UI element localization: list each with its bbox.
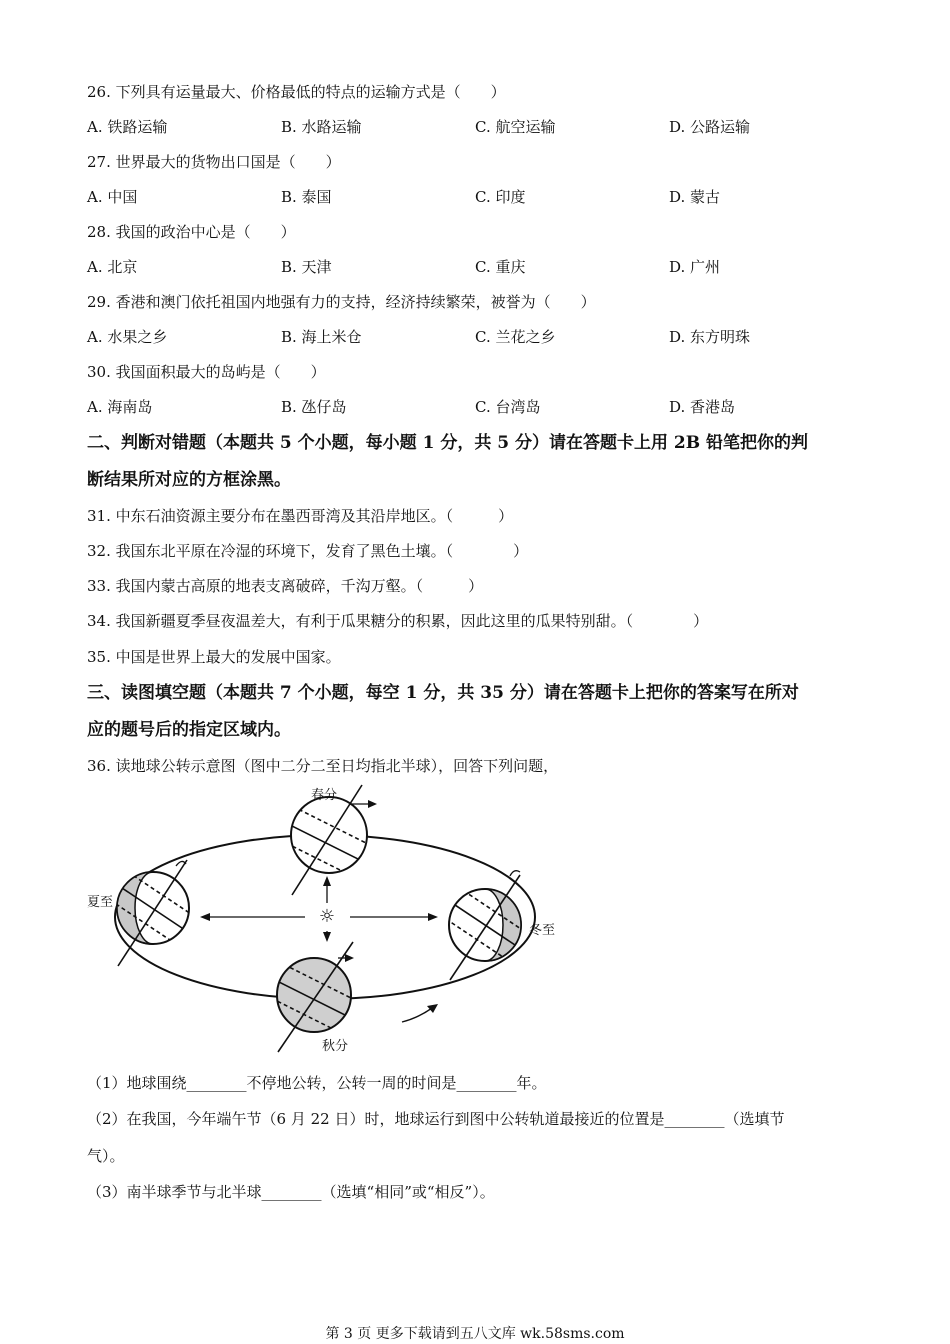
judge-item-31: 31. 中东石油资源主要分布在墨西哥湾及其沿岸地区。（ ） (87, 507, 514, 525)
q27-option-d: D. 蒙古 (669, 188, 721, 206)
q30-option-d: D. 香港岛 (669, 398, 736, 416)
q28-option-c: C. 重庆 (475, 258, 526, 276)
q27-option-b: B. 泰国 (281, 188, 332, 206)
page-footer: 第 3 页 更多下载请到五八文库 wk.58sms.com (325, 1326, 625, 1342)
q36-sub2: （2）在我国，今年端午节（6 月 22 日）时，地球运行到图中公转轨道最接近的位置是________（选填节 (87, 1110, 785, 1128)
autumn-equinox-label: 秋分 (321, 1039, 349, 1054)
question-36-stem: 36. 读地球公转示意图（图中二分二至日均指北半球），回答下列问题， (87, 757, 559, 775)
q36-sub3: （3）南半球季节与北半球________（选填“相同”或“相反”）。 (87, 1183, 495, 1201)
question-26-stem: 26. 下列具有运量最大、价格最低的特点的运输方式是（ ） (87, 83, 506, 101)
question-28-stem: 28. 我国的政治中心是（ ） (87, 223, 296, 241)
q28-option-b: B. 天津 (281, 258, 332, 276)
q29-option-a: A. 水果之乡 (87, 328, 168, 346)
q26-option-c: C. 航空运输 (475, 118, 556, 136)
question-27-stem: 27. 世界最大的货物出口国是（ ） (87, 153, 341, 171)
q26-option-b: B. 水路运输 (281, 118, 362, 136)
autumn-equinox-earth (265, 942, 365, 1052)
q27-option-a: A. 中国 (87, 188, 138, 206)
summer-solstice-earth (110, 860, 200, 966)
earth-revolution-diagram (80, 780, 580, 1065)
winter-solstice-earth (440, 871, 530, 980)
q29-option-c: C. 兰花之乡 (475, 328, 556, 346)
q28-option-a: A. 北京 (87, 258, 138, 276)
q30-option-b: B. 氹仔岛 (281, 398, 347, 416)
judge-item-32: 32. 我国东北平原在冷湿的环境下，发育了黑色土壤。（ ） (87, 542, 529, 560)
q29-option-d: D. 东方明珠 (669, 328, 751, 346)
q27-option-c: C. 印度 (475, 188, 526, 206)
summer-solstice-label: 夏至 (86, 895, 114, 910)
q30-option-a: A. 海南岛 (87, 398, 153, 416)
judge-item-34: 34. 我国新疆夏季昼夜温差大，有利于瓜果糖分的积累，因此这里的瓜果特别甜。（ ） (87, 612, 709, 630)
q29-option-b: B. 海上米仓 (281, 328, 362, 346)
spring-equinox-label: 春分 (310, 788, 338, 803)
revolution-direction-arrow (402, 1004, 438, 1022)
sun-icon: ☼ (318, 906, 336, 927)
winter-solstice-label: 冬至 (528, 923, 556, 938)
judge-item-33: 33. 我国内蒙古高原的地表支离破碎，千沟万壑。（ ） (87, 577, 484, 595)
question-30-stem: 30. 我国面积最大的岛屿是（ ） (87, 363, 326, 381)
q26-option-a: A. 铁路运输 (87, 118, 168, 136)
q36-sub2-cont: 气）。 (87, 1147, 125, 1165)
q26-option-d: D. 公路运输 (669, 118, 751, 136)
q28-option-d: D. 广州 (669, 258, 721, 276)
question-29-stem: 29. 香港和澳门依托祖国内地强有力的支持，经济持续繁荣，被誉为（ ） (87, 293, 596, 311)
q36-sub1: （1）地球围绕________不停地公转，公转一周的时间是________年。 (87, 1074, 547, 1092)
section-3-heading: 三、读图填空题（本题共 7 个小题，每空 1 分，共 35 分）请在答题卡上把你的答案写在所对 (87, 683, 799, 703)
q30-option-c: C. 台湾岛 (475, 398, 541, 416)
section-2-heading: 二、判断对错题（本题共 5 个小题，每小题 1 分，共 5 分）请在答题卡上用 2B 铅笔把你的判 (87, 433, 809, 453)
judge-item-35: 35. 中国是世界上最大的发展中国家。 (87, 648, 341, 666)
section-2-heading-cont: 断结果所对应的方框涂黑。 (87, 470, 291, 490)
section-3-heading-cont: 应的题号后的指定区域内。 (87, 720, 291, 740)
